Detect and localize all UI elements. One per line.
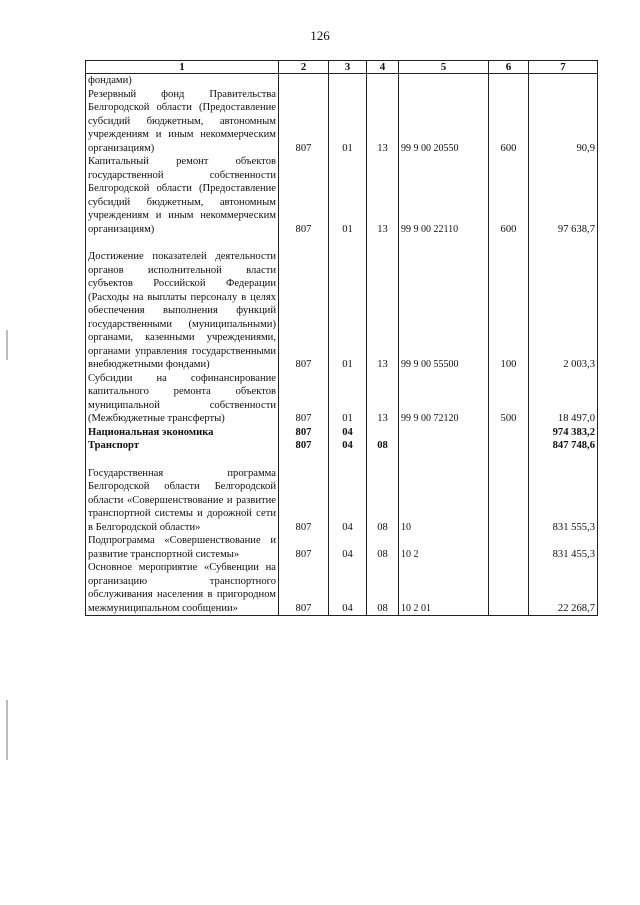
ministry-code: 807 — [279, 250, 329, 372]
table-row — [86, 250, 598, 372]
section-code: 01 — [329, 372, 367, 426]
empty-cell — [86, 453, 279, 467]
expense-type-code: 500 — [489, 372, 529, 426]
item-name: Достижение показателей деятельности органов исполнительной власти субъектов Российской Федерации (Расходы на выплаты персоналу в целях обеспечения выполнения функций государственными (муниципальными) органами, казенными учреждениями, органами управления государственными внебюджетными фондами) — [86, 250, 279, 372]
empty-cell — [279, 236, 329, 250]
target-article-code — [399, 426, 489, 440]
empty-cell — [489, 453, 529, 467]
expense-type-code: 100 — [489, 250, 529, 372]
subsection-code: 08 — [367, 534, 399, 561]
column-header: 3 — [329, 61, 367, 74]
scan-edge-mark — [6, 700, 8, 760]
item-name: Национальная экономика — [86, 426, 279, 440]
table-row — [86, 467, 598, 535]
empty-cell — [329, 453, 367, 467]
table-row — [86, 88, 598, 156]
table-row — [86, 561, 598, 616]
item-name: Капитальный ремонт объектов государственной собственности Белгородской области (Предоставление субсидий бюджетным, автономным учреждениям и иным некоммерческим организациям) — [86, 155, 279, 236]
spacer-row — [86, 453, 598, 467]
page-number: 126 — [310, 28, 330, 43]
ministry-code — [279, 74, 329, 88]
amount: 831 455,3 — [529, 534, 598, 561]
ministry-code: 807 — [279, 467, 329, 535]
section-code: 04 — [329, 439, 367, 453]
ministry-code: 807 — [279, 88, 329, 156]
expense-type-code — [489, 467, 529, 535]
target-article-code: 10 2 — [399, 534, 489, 561]
empty-cell — [489, 236, 529, 250]
spacer-row — [86, 236, 598, 250]
empty-cell — [367, 236, 399, 250]
subsection-code: 08 — [367, 561, 399, 616]
amount: 847 748,6 — [529, 439, 598, 453]
empty-cell — [399, 236, 489, 250]
ministry-code: 807 — [279, 155, 329, 236]
section-code — [329, 74, 367, 88]
section-code: 04 — [329, 534, 367, 561]
expense-type-code: 600 — [489, 88, 529, 156]
table-row — [86, 439, 598, 453]
table-row — [86, 426, 598, 440]
expense-type-code — [489, 561, 529, 616]
ministry-code: 807 — [279, 439, 329, 453]
empty-cell — [279, 453, 329, 467]
target-article-code: 99 9 00 22110 — [399, 155, 489, 236]
table-row — [86, 74, 598, 88]
column-header: 1 — [86, 61, 279, 74]
subsection-code: 08 — [367, 439, 399, 453]
section-code: 01 — [329, 250, 367, 372]
amount: 2 003,3 — [529, 250, 598, 372]
amount: 22 268,7 — [529, 561, 598, 616]
section-code: 04 — [329, 561, 367, 616]
column-header: 4 — [367, 61, 399, 74]
table-row — [86, 155, 598, 236]
item-name: фондами) — [86, 74, 279, 88]
column-header: 2 — [279, 61, 329, 74]
subsection-code: 13 — [367, 250, 399, 372]
section-code: 04 — [329, 467, 367, 535]
table-row — [86, 534, 598, 561]
item-name: Резервный фонд Правительства Белгородской области (Предоставление субсидий бюджетным, автономным учреждениям и иным некоммерческим организациям) — [86, 88, 279, 156]
amount: 18 497,0 — [529, 372, 598, 426]
subsection-code: 08 — [367, 467, 399, 535]
target-article-code: 99 9 00 20550 — [399, 88, 489, 156]
table-body — [86, 74, 598, 616]
ministry-code: 807 — [279, 561, 329, 616]
empty-cell — [329, 236, 367, 250]
section-code: 01 — [329, 155, 367, 236]
table-header-row — [86, 61, 598, 74]
column-header: 7 — [529, 61, 598, 74]
target-article-code: 99 9 00 72120 — [399, 372, 489, 426]
table-row — [86, 372, 598, 426]
budget-table — [85, 60, 598, 616]
ministry-code: 807 — [279, 372, 329, 426]
expense-type-code — [489, 74, 529, 88]
subsection-code — [367, 74, 399, 88]
scan-edge-mark — [6, 330, 8, 360]
target-article-code: 99 9 00 55500 — [399, 250, 489, 372]
amount: 97 638,7 — [529, 155, 598, 236]
target-article-code: 10 — [399, 467, 489, 535]
expense-type-code — [489, 426, 529, 440]
section-code: 01 — [329, 88, 367, 156]
amount: 90,9 — [529, 88, 598, 156]
subsection-code: 13 — [367, 88, 399, 156]
column-header: 5 — [399, 61, 489, 74]
target-article-code — [399, 74, 489, 88]
ministry-code: 807 — [279, 534, 329, 561]
empty-cell — [529, 453, 598, 467]
item-name: Транспорт — [86, 439, 279, 453]
target-article-code: 10 2 01 — [399, 561, 489, 616]
column-header: 6 — [489, 61, 529, 74]
amount — [529, 74, 598, 88]
expense-type-code: 600 — [489, 155, 529, 236]
empty-cell — [367, 453, 399, 467]
item-name: Субсидии на софинансирование капитального ремонта объектов муниципальной собственности (Межбюджетные трансферты) — [86, 372, 279, 426]
subsection-code: 13 — [367, 372, 399, 426]
empty-cell — [399, 453, 489, 467]
subsection-code — [367, 426, 399, 440]
empty-cell — [86, 236, 279, 250]
section-code: 04 — [329, 426, 367, 440]
expense-type-code — [489, 534, 529, 561]
amount: 831 555,3 — [529, 467, 598, 535]
empty-cell — [529, 236, 598, 250]
item-name: Государственная программа Белгородской области Белгородской области «Совершенствование и развитие транспортной системы и дорожной сети в Белгородской области» — [86, 467, 279, 535]
amount: 974 383,2 — [529, 426, 598, 440]
item-name: Основное мероприятие «Субвенции на организацию транспортного обслуживания населения в пригородном межмуниципальном сообщении» — [86, 561, 279, 616]
expense-type-code — [489, 439, 529, 453]
ministry-code: 807 — [279, 426, 329, 440]
target-article-code — [399, 439, 489, 453]
subsection-code: 13 — [367, 155, 399, 236]
item-name: Подпрограмма «Совершенствование и развитие транспортной системы» — [86, 534, 279, 561]
